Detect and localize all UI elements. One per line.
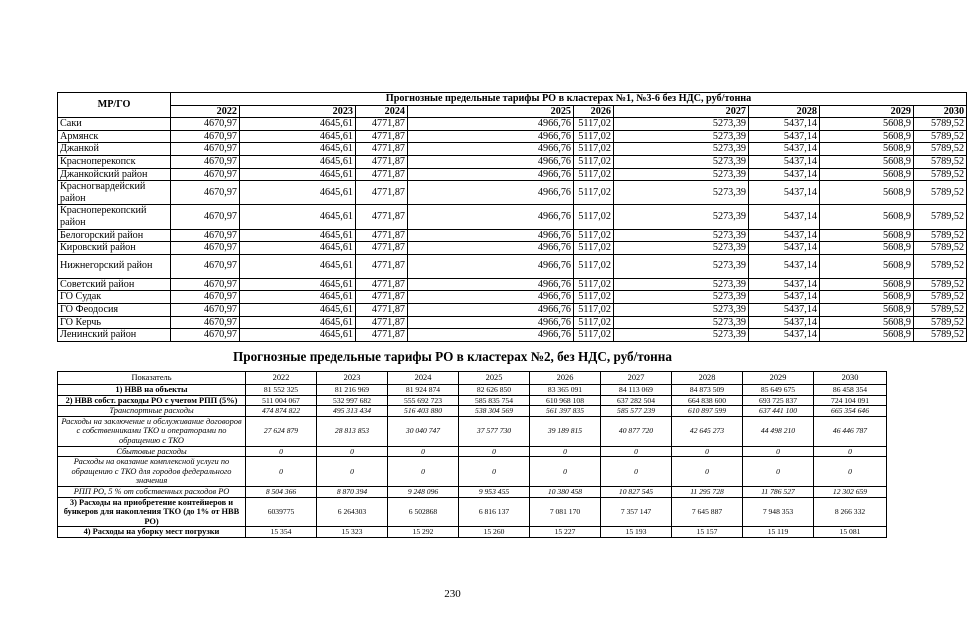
municipality-name: ГО Керчь — [58, 316, 171, 329]
tariff-value: 4645,61 — [240, 130, 356, 143]
indicator-label: 4) Расходы на уборку мест погрузки — [58, 527, 246, 538]
table-row — [58, 316, 967, 329]
municipality-name: Белогорский район — [58, 229, 171, 242]
table-row — [58, 278, 967, 291]
tariff-value: 4771,87 — [356, 155, 408, 168]
indicator-value: 665 354 646 — [814, 406, 887, 417]
year-header: 2023 — [240, 105, 356, 118]
municipality-name: Саки — [58, 118, 171, 131]
indicator-value: 40 877 720 — [601, 416, 672, 446]
column-header-indicator: Показатель — [58, 372, 246, 385]
indicator-value: 0 — [743, 457, 814, 487]
tariff-value: 5273,39 — [614, 291, 749, 304]
tariff-value: 5117,02 — [574, 181, 614, 205]
tariff-value: 4771,87 — [356, 229, 408, 242]
indicator-value: 637 441 100 — [743, 406, 814, 417]
tariff-value: 5789,52 — [914, 254, 967, 278]
indicator-value: 0 — [388, 446, 459, 457]
indicator-value: 15 193 — [601, 527, 672, 538]
indicator-value: 37 577 730 — [459, 416, 530, 446]
tariff-value: 5273,39 — [614, 155, 749, 168]
table-row — [58, 527, 887, 538]
tariff-value: 4645,61 — [240, 229, 356, 242]
indicator-value: 0 — [672, 446, 743, 457]
municipality-name: Кировский район — [58, 242, 171, 255]
indicator-value: 39 189 815 — [530, 416, 601, 446]
tariff-value: 4645,61 — [240, 205, 356, 229]
tariff-value: 5273,39 — [614, 205, 749, 229]
indicator-value: 81 216 969 — [317, 385, 388, 396]
tariff-value: 5789,52 — [914, 168, 967, 181]
indicator-label: 1) НВВ на объекты — [58, 385, 246, 396]
tariff-value: 5437,14 — [749, 130, 820, 143]
tariff-value: 5789,52 — [914, 229, 967, 242]
tariff-value: 5437,14 — [749, 229, 820, 242]
table-row — [58, 406, 887, 417]
tariff-value: 4670,97 — [171, 181, 240, 205]
indicator-value: 86 458 354 — [814, 385, 887, 396]
tariff-value: 5437,14 — [749, 143, 820, 156]
tariff-value: 4966,76 — [408, 242, 574, 255]
tariff-value: 5608,9 — [820, 168, 914, 181]
indicator-value: 84 113 069 — [601, 385, 672, 396]
indicator-value: 610 968 108 — [530, 395, 601, 406]
tariff-value: 5608,9 — [820, 278, 914, 291]
tariff-value: 5789,52 — [914, 242, 967, 255]
tariff-value: 4966,76 — [408, 316, 574, 329]
indicator-value: 0 — [459, 457, 530, 487]
tariff-value: 5117,02 — [574, 130, 614, 143]
tariff-value: 5273,39 — [614, 329, 749, 342]
indicator-label: Сбытовые расходы — [58, 446, 246, 457]
indicator-value: 0 — [317, 446, 388, 457]
municipality-name: ГО Феодосия — [58, 303, 171, 316]
tariff-value: 4670,97 — [171, 316, 240, 329]
tariff-value: 5608,9 — [820, 181, 914, 205]
tariff-value: 5789,52 — [914, 118, 967, 131]
tariff-value: 4645,61 — [240, 118, 356, 131]
tariff-value: 5117,02 — [574, 118, 614, 131]
indicator-value: 15 354 — [246, 527, 317, 538]
tariff-value: 5608,9 — [820, 143, 914, 156]
tariff-value: 5608,9 — [820, 155, 914, 168]
tariff-value: 4645,61 — [240, 291, 356, 304]
tariff-value: 4645,61 — [240, 303, 356, 316]
tariff-value: 4670,97 — [171, 130, 240, 143]
indicator-value: 83 365 091 — [530, 385, 601, 396]
year-header: 2023 — [317, 372, 388, 385]
tariff-value: 5273,39 — [614, 130, 749, 143]
tariff-value: 4670,97 — [171, 205, 240, 229]
indicator-value: 610 897 599 — [672, 406, 743, 417]
tariff-value: 4771,87 — [356, 143, 408, 156]
tariff-value: 4771,87 — [356, 278, 408, 291]
tariff-value: 4645,61 — [240, 278, 356, 291]
tariff-value: 5273,39 — [614, 229, 749, 242]
table-row — [58, 446, 887, 457]
table-row — [58, 254, 967, 278]
tariff-value: 4645,61 — [240, 155, 356, 168]
indicator-value: 27 624 879 — [246, 416, 317, 446]
tariff-value: 5789,52 — [914, 143, 967, 156]
tariff-value: 4645,61 — [240, 242, 356, 255]
year-header: 2028 — [749, 105, 820, 118]
table-row — [58, 155, 967, 168]
tariff-value: 5608,9 — [820, 118, 914, 131]
year-header: 2022 — [171, 105, 240, 118]
table-row — [58, 395, 887, 406]
tariff-value: 4645,61 — [240, 181, 356, 205]
year-header: 2025 — [459, 372, 530, 385]
table-row — [58, 242, 967, 255]
municipality-name: ГО Судак — [58, 291, 171, 304]
column-header-mr-go: МР/ГО — [58, 93, 171, 118]
tariff-value: 4645,61 — [240, 316, 356, 329]
indicator-value: 0 — [530, 457, 601, 487]
tariff-value: 5437,14 — [749, 168, 820, 181]
tariff-value: 4670,97 — [171, 303, 240, 316]
indicator-value: 516 403 880 — [388, 406, 459, 417]
tariff-value: 4771,87 — [356, 168, 408, 181]
table-row — [58, 303, 967, 316]
tariff-value: 4771,87 — [356, 118, 408, 131]
indicator-value: 15 227 — [530, 527, 601, 538]
tariff-value: 4670,97 — [171, 278, 240, 291]
year-header: 2030 — [914, 105, 967, 118]
tariff-value: 5117,02 — [574, 278, 614, 291]
tariff-value: 4966,76 — [408, 278, 574, 291]
year-header: 2029 — [743, 372, 814, 385]
indicator-value: 15 157 — [672, 527, 743, 538]
indicator-value: 6 816 137 — [459, 497, 530, 527]
tariff-value: 5117,02 — [574, 329, 614, 342]
tariff-value: 5437,14 — [749, 205, 820, 229]
tariff-value: 5789,52 — [914, 316, 967, 329]
tariff-value: 4966,76 — [408, 329, 574, 342]
municipality-name: Ленинский район — [58, 329, 171, 342]
indicator-label: 2) НВВ собст. расходы РО с учетом РПП (5%) — [58, 395, 246, 406]
tariff-value: 5437,14 — [749, 242, 820, 255]
indicator-label: 3) Расходы на приобретение контейнеров и бункеров для накопления ТКО (до 1% от НВВ РО) — [58, 497, 246, 527]
indicator-value: 0 — [388, 457, 459, 487]
municipality-name: Красногвардейский район — [58, 181, 171, 205]
indicator-value: 6039775 — [246, 497, 317, 527]
indicator-value: 538 304 569 — [459, 406, 530, 417]
indicator-value: 0 — [814, 457, 887, 487]
indicator-value: 0 — [743, 446, 814, 457]
tariff-value: 4966,76 — [408, 143, 574, 156]
tariff-value: 4771,87 — [356, 329, 408, 342]
indicator-value: 637 282 504 — [601, 395, 672, 406]
tariff-value: 5789,52 — [914, 130, 967, 143]
indicator-value: 85 649 675 — [743, 385, 814, 396]
year-header: 2026 — [530, 372, 601, 385]
indicator-value: 555 692 723 — [388, 395, 459, 406]
indicator-label: Расходы на оказание комплексной услуги по обращению с ТКО для городов федерального значения — [58, 457, 246, 487]
indicator-value: 0 — [601, 446, 672, 457]
tariff-value: 5273,39 — [614, 118, 749, 131]
indicator-label: Транспортные расходы — [58, 406, 246, 417]
indicator-value: 0 — [530, 446, 601, 457]
indicator-value: 30 040 747 — [388, 416, 459, 446]
tariff-value: 5273,39 — [614, 316, 749, 329]
indicator-value: 7 081 170 — [530, 497, 601, 527]
indicator-value: 82 626 850 — [459, 385, 530, 396]
indicator-value: 8 504 366 — [246, 486, 317, 497]
indicator-value: 0 — [246, 446, 317, 457]
tariff-table-cluster-2 — [57, 371, 887, 538]
year-header: 2028 — [672, 372, 743, 385]
tariff-value: 4966,76 — [408, 303, 574, 316]
indicator-value: 585 577 239 — [601, 406, 672, 417]
tariff-value: 4670,97 — [171, 254, 240, 278]
tariff-value: 4966,76 — [408, 229, 574, 242]
municipality-name: Джанкойский район — [58, 168, 171, 181]
tariff-value: 4966,76 — [408, 118, 574, 131]
indicator-value: 511 004 067 — [246, 395, 317, 406]
tariff-value: 4771,87 — [356, 181, 408, 205]
indicator-value: 12 302 659 — [814, 486, 887, 497]
tariff-value: 5117,02 — [574, 291, 614, 304]
indicator-value: 0 — [814, 446, 887, 457]
indicator-value: 9 953 455 — [459, 486, 530, 497]
year-header: 2022 — [246, 372, 317, 385]
tariff-value: 4966,76 — [408, 155, 574, 168]
tariff-value: 4771,87 — [356, 303, 408, 316]
tariff-value: 5789,52 — [914, 181, 967, 205]
indicator-value: 474 874 822 — [246, 406, 317, 417]
table-row — [58, 229, 967, 242]
tariff-value: 5273,39 — [614, 181, 749, 205]
tariff-value: 5117,02 — [574, 229, 614, 242]
year-header: 2025 — [408, 105, 574, 118]
tariff-value: 5437,14 — [749, 155, 820, 168]
indicator-value: 495 313 434 — [317, 406, 388, 417]
indicator-value: 532 997 682 — [317, 395, 388, 406]
indicator-value: 28 813 853 — [317, 416, 388, 446]
indicator-value: 6 502868 — [388, 497, 459, 527]
tariff-value: 5437,14 — [749, 181, 820, 205]
municipality-name: Нижнегорский район — [58, 254, 171, 278]
tariff-value: 5117,02 — [574, 316, 614, 329]
table-row — [58, 181, 967, 205]
tariff-value: 5608,9 — [820, 254, 914, 278]
tariff-value: 5273,39 — [614, 168, 749, 181]
indicator-value: 81 552 325 — [246, 385, 317, 396]
tariff-value: 4966,76 — [408, 168, 574, 181]
table-row — [58, 168, 967, 181]
table-row — [58, 497, 887, 527]
indicator-value: 8 266 332 — [814, 497, 887, 527]
tariff-value: 5117,02 — [574, 168, 614, 181]
tariff-value: 5437,14 — [749, 118, 820, 131]
tariff-value: 5608,9 — [820, 229, 914, 242]
tariff-value: 5273,39 — [614, 303, 749, 316]
tariff-value: 4670,97 — [171, 229, 240, 242]
tariff-value: 4645,61 — [240, 329, 356, 342]
tariff-value: 5789,52 — [914, 278, 967, 291]
tariff-value: 5273,39 — [614, 254, 749, 278]
municipality-name: Советский район — [58, 278, 171, 291]
tariff-value: 5273,39 — [614, 278, 749, 291]
indicator-value: 15 323 — [317, 527, 388, 538]
indicator-value: 0 — [459, 446, 530, 457]
table-row — [58, 291, 967, 304]
municipality-name: Красноперекопск — [58, 155, 171, 168]
indicator-value: 724 104 091 — [814, 395, 887, 406]
indicator-value: 6 264303 — [317, 497, 388, 527]
tariff-value: 5273,39 — [614, 143, 749, 156]
tariff-value: 4670,97 — [171, 168, 240, 181]
tariff-value: 4771,87 — [356, 254, 408, 278]
tariff-value: 4670,97 — [171, 155, 240, 168]
table-row — [58, 205, 967, 229]
tariff-value: 5437,14 — [749, 316, 820, 329]
indicator-value: 7 948 353 — [743, 497, 814, 527]
indicator-label: РПП РО, 5 % от собственных расходов РО — [58, 486, 246, 497]
tariff-value: 5608,9 — [820, 316, 914, 329]
table-row — [58, 486, 887, 497]
tariff-value: 5437,14 — [749, 278, 820, 291]
indicator-value: 15 292 — [388, 527, 459, 538]
tariff-value: 5117,02 — [574, 303, 614, 316]
tariff-value: 5789,52 — [914, 155, 967, 168]
year-header: 2024 — [356, 105, 408, 118]
tariff-value: 5437,14 — [749, 254, 820, 278]
tariff-value: 5117,02 — [574, 143, 614, 156]
tariff-value: 5437,14 — [749, 329, 820, 342]
indicator-value: 0 — [601, 457, 672, 487]
tariff-value: 5117,02 — [574, 254, 614, 278]
tariff-value: 5437,14 — [749, 291, 820, 304]
tariff-value: 4966,76 — [408, 205, 574, 229]
indicator-value: 693 725 837 — [743, 395, 814, 406]
tariff-value: 4645,61 — [240, 168, 356, 181]
municipality-name: Красноперекопский район — [58, 205, 171, 229]
indicator-value: 9 248 096 — [388, 486, 459, 497]
table-row — [58, 130, 967, 143]
indicator-value: 10 827 545 — [601, 486, 672, 497]
indicator-value: 8 870 394 — [317, 486, 388, 497]
tariff-value: 4771,87 — [356, 130, 408, 143]
indicator-value: 7 357 147 — [601, 497, 672, 527]
table1-title-header: Прогнозные предельные тарифы РО в кластерах №1, №3-6 без НДС, руб/тонна — [171, 93, 967, 106]
indicator-value: 84 873 509 — [672, 385, 743, 396]
tariff-table-clusters-1-3-6 — [57, 92, 967, 342]
table-row — [58, 143, 967, 156]
indicator-value: 15 260 — [459, 527, 530, 538]
indicator-value: 15 081 — [814, 527, 887, 538]
indicator-value: 10 380 458 — [530, 486, 601, 497]
page-number: 230 — [444, 588, 461, 600]
tariff-value: 5437,14 — [749, 303, 820, 316]
indicator-value: 0 — [672, 457, 743, 487]
tariff-value: 4645,61 — [240, 143, 356, 156]
tariff-value: 5608,9 — [820, 329, 914, 342]
tariff-value: 5608,9 — [820, 242, 914, 255]
tariff-value: 4771,87 — [356, 242, 408, 255]
tariff-value: 5117,02 — [574, 242, 614, 255]
tariff-value: 4670,97 — [171, 291, 240, 304]
tariff-value: 4670,97 — [171, 329, 240, 342]
tariff-value: 4966,76 — [408, 181, 574, 205]
indicator-value: 561 397 835 — [530, 406, 601, 417]
tariff-value: 4771,87 — [356, 205, 408, 229]
tariff-value: 5789,52 — [914, 303, 967, 316]
indicator-value: 15 119 — [743, 527, 814, 538]
table-row — [58, 118, 967, 131]
table2-title: Прогнозные предельные тарифы РО в кластерах №2, без НДС, руб/тонна — [233, 349, 672, 364]
table-row — [58, 385, 887, 396]
tariff-value: 4670,97 — [171, 242, 240, 255]
year-header: 2030 — [814, 372, 887, 385]
tariff-value: 4670,97 — [171, 118, 240, 131]
table-row — [58, 329, 967, 342]
tariff-value: 4966,76 — [408, 291, 574, 304]
year-header: 2027 — [614, 105, 749, 118]
tariff-value: 5117,02 — [574, 205, 614, 229]
tariff-value: 4771,87 — [356, 291, 408, 304]
indicator-value: 46 446 787 — [814, 416, 887, 446]
municipality-name: Армянск — [58, 130, 171, 143]
tariff-value: 5608,9 — [820, 130, 914, 143]
tariff-value: 4966,76 — [408, 254, 574, 278]
tariff-value: 5608,9 — [820, 303, 914, 316]
indicator-value: 0 — [246, 457, 317, 487]
table-row — [58, 457, 887, 487]
indicator-label: Расходы на заключение и обслуживание договоров с собственниками ТКО и операторами по обращению с ТКО — [58, 416, 246, 446]
municipality-name: Джанкой — [58, 143, 171, 156]
indicator-value: 664 838 600 — [672, 395, 743, 406]
tariff-value: 4771,87 — [356, 316, 408, 329]
tariff-value: 5789,52 — [914, 205, 967, 229]
indicator-value: 11 786 527 — [743, 486, 814, 497]
year-header: 2026 — [574, 105, 614, 118]
indicator-value: 585 835 754 — [459, 395, 530, 406]
tariff-value: 5608,9 — [820, 205, 914, 229]
tariff-value: 5789,52 — [914, 329, 967, 342]
indicator-value: 81 924 874 — [388, 385, 459, 396]
indicator-value: 0 — [317, 457, 388, 487]
tariff-value: 4966,76 — [408, 130, 574, 143]
year-header: 2027 — [601, 372, 672, 385]
table-row — [58, 416, 887, 446]
tariff-value: 5273,39 — [614, 242, 749, 255]
tariff-value: 5608,9 — [820, 291, 914, 304]
indicator-value: 7 645 887 — [672, 497, 743, 527]
tariff-value: 5789,52 — [914, 291, 967, 304]
tariff-value: 4670,97 — [171, 143, 240, 156]
year-header: 2029 — [820, 105, 914, 118]
tariff-value: 5117,02 — [574, 155, 614, 168]
indicator-value: 44 498 210 — [743, 416, 814, 446]
indicator-value: 42 645 273 — [672, 416, 743, 446]
year-header: 2024 — [388, 372, 459, 385]
tariff-value: 4645,61 — [240, 254, 356, 278]
indicator-value: 11 295 728 — [672, 486, 743, 497]
